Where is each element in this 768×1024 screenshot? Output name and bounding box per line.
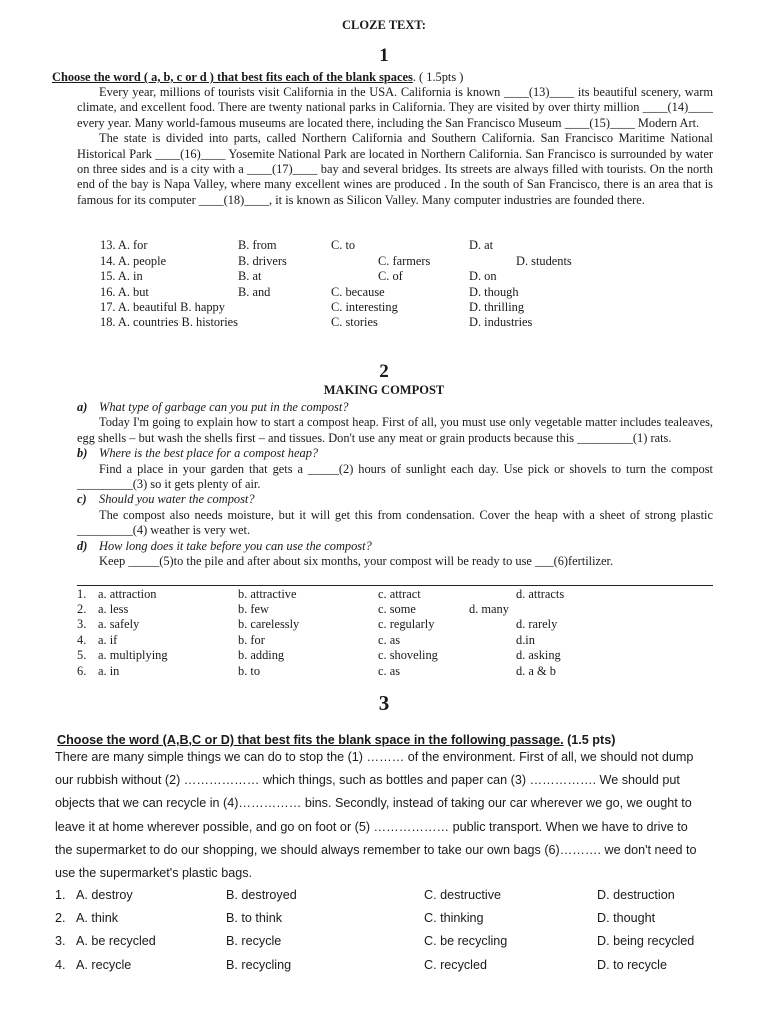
option-a: 16. A. but — [100, 285, 149, 299]
question-d — [77, 539, 713, 554]
option-d: d. rarely — [516, 617, 558, 631]
option-d: d.in — [516, 633, 535, 647]
option-a: 13. A. for — [100, 238, 148, 252]
option-b: b. for — [238, 633, 265, 647]
option-c: c. regularly — [378, 617, 435, 631]
option-b: B. destroyed — [226, 888, 297, 902]
option-a: a. attraction — [98, 587, 157, 601]
option-c: C. destructive — [424, 888, 501, 902]
option-c: C. be recycling — [424, 934, 508, 948]
option-c: C. thinking — [424, 911, 484, 925]
option-b: B. from — [238, 238, 277, 252]
option-c: C. interesting — [331, 300, 398, 314]
option-number: 4. — [55, 958, 66, 972]
option-ab: 18. A. countries B. histories — [100, 315, 239, 329]
question-label: c) — [77, 492, 87, 507]
option-row — [0, 285, 768, 300]
option-row — [0, 587, 768, 602]
option-row — [0, 648, 768, 663]
question-text: How long does it take before you can use the compost? — [99, 538, 372, 553]
option-a: A. recycle — [76, 958, 132, 972]
option-d: D. students — [516, 254, 572, 268]
option-c: c. as — [378, 664, 401, 678]
option-row — [0, 958, 768, 973]
option-d: d. many — [469, 602, 509, 616]
option-ab: 17. A. beautiful B. happy — [100, 300, 225, 314]
option-d: D. to recycle — [597, 958, 667, 972]
option-number: 4. — [77, 633, 87, 647]
option-number: 1. — [55, 888, 66, 902]
question-label: b) — [77, 446, 88, 461]
option-a: a. safely — [98, 617, 140, 631]
question-a — [77, 400, 713, 415]
section-1-passage — [77, 85, 713, 208]
option-row — [0, 254, 768, 269]
option-b: B. recycling — [226, 958, 292, 972]
option-c: C. to — [331, 238, 356, 252]
option-a: A. destroy — [76, 888, 133, 902]
answer-a: Today I'm going to explain how to start a compost heap. First of all, you must use only vegetable matter includes tealeaves, egg shells – but wash the shells first – and tissues. Don't use any meat or grain products because this _________(1) rats. — [77, 415, 713, 445]
section-1-instruction-line — [52, 70, 463, 85]
section-2-number: 2 — [379, 361, 389, 382]
question-b — [77, 446, 713, 461]
option-b: B. at — [238, 269, 262, 283]
option-c: c. some — [378, 602, 416, 616]
option-a: 14. A. people — [100, 254, 167, 268]
option-c: c. as — [378, 633, 401, 647]
option-b: b. adding — [238, 648, 285, 662]
option-row — [0, 664, 768, 679]
option-number: 6. — [77, 664, 87, 678]
option-number: 3. — [55, 934, 66, 948]
question-text: Where is the best place for a compost heap? — [99, 446, 319, 461]
option-row — [0, 315, 768, 330]
section-1-instruction: Choose the word ( a, b, c or d ) that best fits each of the blank spaces — [52, 70, 413, 84]
option-a: A. be recycled — [76, 934, 156, 948]
answer-c: The compost also needs moisture, but it will get this from condensation. Cover the heap with a sheet of strong plastic _________(4) weather is very wet. — [77, 507, 713, 538]
option-d: D. industries — [469, 315, 533, 329]
section-1-number: 1 — [379, 45, 389, 66]
section-2-passage — [77, 400, 713, 569]
option-row — [0, 238, 768, 253]
option-d: D. though — [469, 285, 519, 299]
option-number: 3. — [77, 617, 87, 631]
section-3-number: 3 — [378, 691, 390, 715]
option-d: d. asking — [516, 648, 561, 662]
question-text: What type of garbage can you put in the compost? — [99, 400, 349, 414]
section-3-passage — [55, 746, 705, 885]
option-d: D. being recycled — [597, 934, 695, 948]
answer-b: Find a place in your garden that gets a _____(2) hours of sunlight each day. Use pick or shovels to turn the compost _________(3) so it gets plenty of air. — [77, 461, 713, 492]
option-d: d. a & b — [516, 664, 556, 678]
option-d: d. attracts — [516, 587, 565, 601]
option-number: 5. — [77, 648, 87, 662]
question-text: Should you water the compost? — [99, 492, 255, 507]
section-2-title: MAKING COMPOST — [323, 383, 445, 397]
option-d: D. at — [469, 238, 494, 252]
question-c — [77, 492, 713, 507]
option-a: A. think — [76, 911, 118, 925]
option-d: D. on — [469, 269, 497, 283]
section-1-paragraph-1: Every year, millions of tourists visit California in the USA. California is known ____(13)____ its beautiful scenery, warm climate, and excellent food. There are twenty national parks in California. They are visited by over thirty million ____(14)____ every year. Many world-famous museums are located there, including the San Francisco Museum ____(15)____ Modern Art. — [77, 85, 713, 130]
section-3-points: (1.5 pts) — [567, 733, 616, 747]
option-b: B. and — [238, 285, 271, 299]
option-b: B. recycle — [226, 934, 282, 948]
option-b: B. to think — [226, 911, 283, 925]
option-a: a. in — [98, 664, 120, 678]
option-d: D. destruction — [597, 888, 675, 902]
option-row — [0, 911, 768, 926]
option-c: C. farmers — [378, 254, 431, 268]
option-number: 1. — [77, 587, 87, 601]
option-number: 2. — [77, 602, 87, 616]
option-c: C. because — [331, 285, 385, 299]
section-1-points: . ( 1.5pts ) — [412, 70, 464, 84]
option-a: a. less — [98, 602, 129, 616]
option-row — [0, 633, 768, 648]
section-3-passage-text: There are many simple things we can do to stop the (1) ……… of the environment. First of all, we should not dump our rubbish without (2) ……………… which things, such as bottles and paper can (3) ……………. We should put objects that we can recycle in (4)…………… bins. Secondly, instead of taking our car wherever we go, we ought to leave it at home wherever possible, and go on foot or (5) ……………… public transport. When we have to drive to the supermarket to do our shopping, we should always remember to take our own bags (6)………. we don't need to use the supermarket's plastic bags. — [55, 750, 697, 881]
option-d: D. thought — [597, 911, 656, 925]
section-3-instruction: Choose the word (A,B,C or D) that best fits the blank space in the following passage. — [57, 733, 564, 747]
option-b: b. attractive — [238, 587, 297, 601]
option-c: c. attract — [378, 587, 421, 601]
option-c: C. of — [378, 269, 403, 283]
answer-d: Keep _____(5)to the pile and after about six months, your compost will be ready to use ___(6)fertilizer. — [99, 554, 614, 569]
option-a: a. if — [98, 633, 118, 647]
option-row — [0, 300, 768, 315]
option-b: b. few — [238, 602, 269, 616]
section-1-paragraph-2: The state is divided into parts, called Northern California and Southern California. San Francisco Maritime National Historical Park ____(16)____ Yosemite National Park are located in Northern California. San Francisco is surrounded by water on three sides and is a city with a ____(17)____ bay and several bridges. Its streets are always filled with tourists. On the north end of the bay is Napa Valley, where many excellent wines are produced . In the south of San Francisco, there is an area that is famous for its computer ____(18)____, it is known as Silicon Valley. Many computer industries are founded there. — [77, 131, 713, 207]
option-a: 15. A. in — [100, 269, 143, 283]
option-b: B. drivers — [238, 254, 287, 268]
divider — [77, 585, 713, 586]
option-row — [0, 888, 768, 903]
option-c: c. shoveling — [378, 648, 438, 662]
question-label: d) — [77, 538, 88, 553]
option-b: b. carelessly — [238, 617, 300, 631]
option-row — [0, 269, 768, 284]
option-d: D. thrilling — [469, 300, 525, 314]
option-b: b. to — [238, 664, 261, 678]
option-row — [0, 602, 768, 617]
option-c: C. stories — [331, 315, 378, 329]
option-row — [0, 617, 768, 632]
option-number: 2. — [55, 911, 66, 925]
option-c: C. recycled — [424, 958, 487, 972]
option-a: a. multiplying — [98, 648, 168, 662]
page-title: CLOZE TEXT: — [342, 18, 426, 32]
question-label: a) — [77, 400, 88, 414]
option-row — [0, 934, 768, 949]
